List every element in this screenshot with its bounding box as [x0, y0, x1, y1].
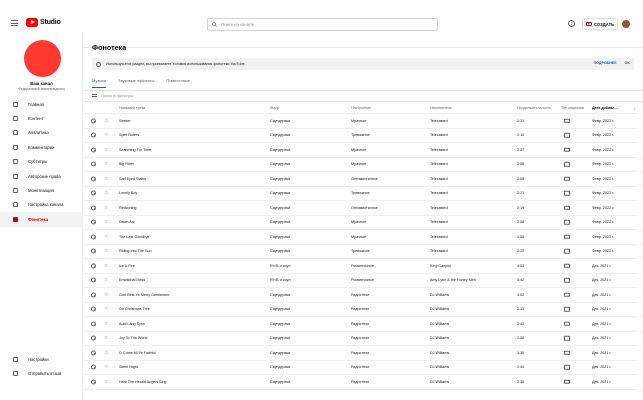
license-icon[interactable] — [564, 133, 570, 138]
track-genre: Саундтреки — [270, 307, 291, 312]
track-artist: Telecasted — [430, 133, 448, 138]
youtube-logo-icon — [26, 18, 38, 27]
track-genre: Саундтреки — [270, 176, 291, 181]
license-icon[interactable] — [564, 293, 570, 298]
logo-text: Studio — [40, 19, 61, 26]
track-genre: Саундтреки — [270, 220, 291, 225]
track-date-added: Дек. 2021 г. — [592, 379, 612, 384]
sidebar-item-label: Контент — [28, 116, 44, 122]
license-icon[interactable] — [564, 162, 570, 167]
filter-icon — [92, 94, 97, 98]
table-row[interactable] — [84, 245, 643, 260]
column-header-artist[interactable]: Исполнитель — [430, 105, 452, 110]
star-icon[interactable]: ☆ — [104, 306, 109, 313]
track-mood: Радостное — [351, 365, 370, 370]
sidebar-item-label: Настройки — [28, 356, 49, 362]
play-icon[interactable] — [91, 118, 96, 123]
play-icon[interactable] — [91, 205, 96, 210]
play-icon[interactable] — [91, 379, 96, 384]
track-genre: Саундтреки — [270, 336, 291, 341]
track-genre: Саундтреки — [270, 133, 291, 138]
track-duration: 2:43 — [517, 321, 525, 326]
track-title: O Come All Ye Faithful — [119, 350, 156, 355]
account-avatar[interactable] — [622, 20, 630, 28]
star-icon[interactable]: ☆ — [104, 262, 109, 269]
track-date-added: Февр. 2022 г. — [592, 234, 615, 239]
banner-text: Используя этот раздел, вы принимаете Условия использования фонотеки YouTube. — [106, 62, 246, 66]
track-duration: 2:36 — [517, 379, 525, 384]
help-icon[interactable]: ? — [568, 20, 575, 27]
track-mood: Радостное — [351, 307, 370, 312]
track-date-added: Дек. 2021 г. — [592, 292, 612, 297]
table-row[interactable] — [84, 201, 643, 216]
track-title: Spirit Riders — [119, 133, 140, 138]
sidebar-item-audio-library[interactable] — [0, 212, 83, 226]
settings-icon — [13, 357, 18, 362]
column-header-duration[interactable]: Продолжительность — [517, 105, 551, 110]
star-icon[interactable]: ☆ — [104, 378, 109, 385]
track-title: Sad Eyed Stalks — [119, 176, 147, 181]
track-duration: 1:56 — [517, 234, 525, 239]
track-date-added: Февр. 2022 г. — [592, 249, 615, 254]
sidebar-item-analytics[interactable] — [0, 126, 83, 140]
track-mood: Радостное — [351, 350, 370, 355]
sidebar-item-comments[interactable] — [0, 140, 83, 154]
star-icon[interactable]: ☆ — [104, 349, 109, 356]
track-date-added: Февр. 2022 г. — [592, 191, 615, 196]
track-title: Dawn Arc — [119, 220, 135, 225]
track-title: The Last Goodbye — [119, 234, 150, 239]
track-mood: Радостное — [351, 321, 370, 326]
monetization-icon — [13, 188, 18, 193]
license-icon[interactable] — [564, 365, 570, 370]
track-genre: Саундтреки — [270, 365, 291, 370]
license-icon[interactable] — [564, 278, 570, 283]
track-title: Seeker — [119, 118, 131, 123]
sidebar-item-label: Монетизация — [28, 188, 54, 194]
license-icon[interactable] — [564, 220, 570, 225]
search-box[interactable] — [207, 18, 438, 31]
copyright-icon — [13, 174, 18, 179]
table-row[interactable] — [84, 303, 643, 318]
sidebar-nav — [0, 97, 83, 227]
track-genre: Саундтреки — [270, 292, 291, 297]
sidebar-item-label: Субтитры — [28, 159, 48, 165]
sidebar-item-monetization[interactable] — [0, 183, 83, 197]
sidebar-bottom-nav — [0, 352, 83, 381]
table-row[interactable] — [84, 187, 643, 202]
track-title: Oh Christmas Tree — [119, 307, 150, 312]
sidebar-item-copyright[interactable] — [0, 169, 83, 183]
column-header-mood[interactable]: Настроение — [351, 105, 372, 110]
column-header-title[interactable]: Название трека — [119, 105, 146, 110]
track-mood: Оптимистичное — [351, 176, 378, 181]
license-icon[interactable] — [564, 307, 570, 312]
tab-bar — [92, 78, 190, 88]
track-title: Ice & Fire — [119, 263, 135, 268]
track-duration: 3:42 — [517, 278, 525, 283]
channel-avatar[interactable] — [24, 40, 61, 77]
track-genre: Саундтреки — [270, 162, 291, 167]
page-title: Фонотека — [92, 43, 127, 52]
track-duration: 2:20 — [517, 249, 525, 254]
track-artist: King Canyon — [430, 263, 452, 268]
track-genre: Саундтреки — [270, 249, 291, 254]
track-genre: Саундтреки — [270, 205, 291, 210]
license-icon[interactable] — [564, 336, 570, 341]
play-icon[interactable] — [91, 350, 96, 355]
sidebar-item-label: Настройка канала — [28, 202, 64, 208]
track-date-added: Дек. 2021 г. — [592, 336, 612, 341]
create-button[interactable] — [582, 18, 618, 30]
table-row[interactable] — [84, 274, 643, 289]
license-icon[interactable] — [564, 148, 570, 153]
track-mood: Мрачное — [351, 220, 367, 225]
table-header-row — [84, 102, 643, 114]
learn-more-link[interactable]: ПОДРОБНЕЕ — [593, 61, 617, 65]
star-icon[interactable]: ☆ — [104, 248, 109, 255]
table-row[interactable] — [84, 230, 643, 245]
track-title: Silent Night — [119, 365, 138, 370]
track-mood: Тревожное — [351, 249, 370, 254]
track-artist: Telecasted — [430, 147, 448, 152]
track-artist: Telecasted — [430, 220, 448, 225]
star-icon[interactable]: ☆ — [104, 233, 109, 240]
dashboard-icon — [13, 102, 18, 107]
play-icon[interactable] — [91, 191, 96, 196]
track-artist: Amy Lynn & the Honey Men — [430, 278, 476, 283]
track-mood: Мрачное — [351, 118, 367, 123]
track-date-added: Дек. 2021 г. — [592, 321, 612, 326]
dismiss-banner-button[interactable]: OK — [624, 61, 630, 65]
table-row[interactable] — [84, 216, 643, 231]
track-genre: R'n'B и соул — [270, 278, 291, 283]
track-genre: Саундтреки — [270, 118, 291, 123]
track-genre: Саундтреки — [270, 321, 291, 326]
license-icon[interactable] — [564, 191, 570, 196]
track-mood: Романтичное — [351, 263, 374, 268]
track-duration: 2:44 — [517, 365, 525, 370]
tracks-table — [84, 102, 643, 390]
track-duration: 2:07 — [517, 147, 525, 152]
audio-library-icon — [13, 217, 18, 222]
track-duration: 2:31 — [517, 118, 525, 123]
sidebar-item-settings[interactable] — [0, 352, 83, 366]
license-icon[interactable] — [564, 177, 570, 182]
customization-icon — [13, 202, 18, 207]
table-row[interactable] — [84, 129, 643, 144]
track-genre: Саундтреки — [270, 234, 291, 239]
track-date-added: Февр. 2022 г. — [592, 118, 615, 123]
track-duration: 2:19 — [517, 205, 525, 210]
play-icon[interactable] — [91, 263, 96, 268]
track-artist: DJ Williams — [430, 292, 450, 297]
menu-icon[interactable] — [11, 20, 18, 26]
track-title: Lonely Boy — [119, 191, 138, 196]
table-row[interactable] — [84, 288, 643, 303]
track-artist: Telecasted — [430, 118, 448, 123]
create-button-label: СОЗДАТЬ — [594, 21, 615, 27]
track-duration: 2:21 — [517, 191, 525, 196]
channel-subtitle: Федеральный землевладелец — [18, 87, 65, 91]
track-mood: Радостное — [351, 379, 370, 384]
sidebar-item-label: Главная — [28, 101, 44, 107]
track-title: Emotional Mess — [119, 278, 146, 283]
create-video-icon — [586, 22, 592, 27]
table-row[interactable] — [84, 346, 643, 361]
track-mood: Мрачное — [351, 162, 367, 167]
table-row[interactable] — [84, 143, 643, 158]
play-icon[interactable] — [91, 365, 96, 370]
license-icon[interactable] — [564, 264, 570, 269]
track-title: God Rest Ye Merry Gentlemen — [119, 292, 170, 297]
play-icon[interactable] — [91, 278, 96, 283]
track-genre: Саундтреки — [270, 350, 291, 355]
track-mood: Радостное — [351, 336, 370, 341]
table-row[interactable] — [84, 332, 643, 347]
track-date-added: Февр. 2022 г. — [592, 162, 615, 167]
table-row[interactable] — [84, 114, 643, 129]
channel-name: Ваш канал — [30, 81, 53, 86]
table-row[interactable] — [84, 361, 643, 376]
star-icon[interactable]: ☆ — [104, 161, 109, 168]
track-date-added: Дек. 2021 г. — [592, 307, 612, 312]
feedback-icon — [13, 371, 18, 376]
track-title: Joy To The World — [119, 336, 148, 341]
table-row[interactable] — [84, 375, 643, 390]
sidebar-item-customization[interactable] — [0, 198, 83, 212]
track-artist: DJ Williams — [430, 321, 450, 326]
table-row[interactable] — [84, 317, 643, 332]
track-title: Reckoning — [119, 205, 137, 210]
sidebar-item-feedback[interactable] — [0, 366, 83, 380]
play-icon[interactable] — [91, 133, 96, 138]
track-artist: DJ Williams — [430, 379, 450, 384]
sidebar-item-label: Фонотека — [28, 216, 48, 222]
star-icon[interactable]: ☆ — [104, 117, 109, 124]
play-icon[interactable] — [91, 336, 96, 341]
star-icon[interactable]: ☆ — [104, 175, 109, 182]
track-duration: 2:10 — [517, 133, 525, 138]
star-icon[interactable]: ☆ — [104, 364, 109, 371]
track-date-added: Дек. 2021 г. — [592, 263, 612, 268]
comments-icon — [13, 145, 18, 150]
sidebar — [0, 32, 83, 400]
sidebar-item-dashboard[interactable] — [0, 97, 83, 111]
track-duration: 3:30 — [517, 350, 525, 355]
track-genre: Саундтреки — [270, 379, 291, 384]
play-icon[interactable] — [91, 147, 96, 152]
sidebar-item-label: Аналитика — [28, 130, 49, 136]
track-date-added: Дек. 2021 г. — [592, 278, 612, 283]
star-icon[interactable]: ☆ — [104, 132, 109, 139]
license-icon[interactable] — [564, 235, 570, 240]
star-icon[interactable]: ☆ — [104, 146, 109, 153]
track-duration: 2:08 — [517, 336, 525, 341]
play-icon[interactable] — [91, 220, 96, 225]
license-icon[interactable] — [564, 249, 570, 254]
track-duration: 3:02 — [517, 292, 525, 297]
star-icon[interactable]: ☆ — [104, 277, 109, 284]
track-mood: Тревожное — [351, 133, 370, 138]
sidebar-item-subtitles[interactable] — [0, 155, 83, 169]
track-artist: Telecasted — [430, 205, 448, 210]
search-input[interactable] — [221, 22, 421, 27]
star-icon[interactable]: ☆ — [104, 204, 109, 211]
track-genre: Саундтреки — [270, 191, 291, 196]
filter-placeholder: Поиск и фильтры — [101, 93, 134, 98]
divider — [84, 90, 643, 91]
star-icon[interactable]: ☆ — [104, 335, 109, 342]
track-mood: Радостное — [351, 292, 370, 297]
table-row[interactable] — [84, 172, 643, 187]
play-icon[interactable] — [91, 176, 96, 181]
tab-sound-effects[interactable]: Звуковые эффекты — [118, 78, 155, 83]
license-icon[interactable] — [564, 206, 570, 211]
track-genre: Саундтреки — [270, 147, 291, 152]
studio-logo[interactable] — [26, 18, 61, 27]
content-icon — [13, 116, 18, 121]
license-icon[interactable] — [564, 380, 570, 385]
license-icon[interactable] — [564, 351, 570, 356]
tab-starred[interactable]: Помеченные — [166, 78, 191, 83]
track-artist: Telecasted — [430, 162, 448, 167]
sidebar-item-label: Отправить отзыв — [28, 371, 62, 377]
track-duration: 2:08 — [517, 162, 525, 167]
track-title: Riding Into The Sun — [119, 249, 152, 254]
scrollbar[interactable] — [637, 102, 641, 400]
sidebar-item-label: Комментарии — [28, 144, 55, 150]
track-artist: DJ Williams — [430, 307, 450, 312]
play-icon[interactable] — [91, 292, 96, 297]
track-date-added: Дек. 2021 г. — [592, 365, 612, 370]
track-artist: Telecasted — [430, 234, 448, 239]
track-mood: Оптимистичное — [351, 205, 378, 210]
track-mood: Тревожное — [351, 191, 370, 196]
track-date-added: Февр. 2022 г. — [592, 147, 615, 152]
star-icon[interactable]: ☆ — [104, 190, 109, 197]
track-date-added: Дек. 2021 г. — [592, 350, 612, 355]
search-icon — [212, 22, 217, 27]
sidebar-item-content[interactable] — [0, 111, 83, 125]
sidebar-item-label: Авторские права — [28, 173, 61, 179]
track-date-added: Февр. 2022 г. — [592, 176, 615, 181]
table-row[interactable] — [84, 259, 643, 274]
play-icon[interactable] — [91, 307, 96, 312]
track-mood: Мрачное — [351, 234, 367, 239]
track-title: Big River — [119, 162, 134, 167]
track-artist: DJ Williams — [430, 365, 450, 370]
column-header-genre[interactable]: Жанр — [270, 105, 280, 110]
track-mood: Мрачное — [351, 147, 367, 152]
star-icon[interactable]: ☆ — [104, 219, 109, 226]
track-title: Auld Lang Syne — [119, 321, 146, 326]
column-header-license[interactable]: Тип лицензии — [561, 105, 584, 110]
track-artist: DJ Williams — [430, 336, 450, 341]
sort-arrow-icon[interactable]: ↓ — [633, 105, 635, 110]
column-header-date[interactable]: Дата добавл... — [592, 105, 618, 110]
play-icon[interactable] — [91, 321, 96, 326]
play-icon[interactable] — [91, 234, 96, 239]
star-icon[interactable]: ☆ — [104, 291, 109, 298]
track-duration: 2:09 — [517, 176, 525, 181]
info-icon — [96, 62, 101, 67]
track-date-added: Февр. 2022 г. — [592, 205, 615, 210]
track-title: Hark The Herald Angels Sing — [119, 379, 167, 384]
track-artist: Telecasted — [430, 191, 448, 196]
track-duration: 2:13 — [517, 307, 525, 312]
terms-banner — [92, 58, 634, 70]
track-artist: Telecasted — [430, 176, 448, 181]
track-date-added: Февр. 2022 г. — [592, 220, 615, 225]
star-icon[interactable]: ☆ — [104, 320, 109, 327]
play-icon[interactable] — [91, 249, 96, 254]
license-icon[interactable] — [564, 119, 570, 124]
track-date-added: Февр. 2022 г. — [592, 133, 615, 138]
track-genre: R'n'B и соул — [270, 263, 291, 268]
play-icon[interactable] — [91, 162, 96, 167]
track-title: Searching For Time — [119, 147, 152, 152]
track-duration: 2:08 — [517, 220, 525, 225]
filter-bar[interactable] — [92, 93, 133, 98]
track-artist: DJ Williams — [430, 350, 450, 355]
track-mood: Романтичное — [351, 278, 374, 283]
subtitles-icon — [13, 159, 18, 164]
track-duration: 4:03 — [517, 263, 525, 268]
track-artist: Telecasted — [430, 249, 448, 254]
table-row[interactable] — [84, 158, 643, 173]
tab-music[interactable]: Музыка — [92, 78, 106, 88]
analytics-icon — [13, 130, 18, 135]
main-content — [84, 32, 643, 400]
license-icon[interactable] — [564, 322, 570, 327]
